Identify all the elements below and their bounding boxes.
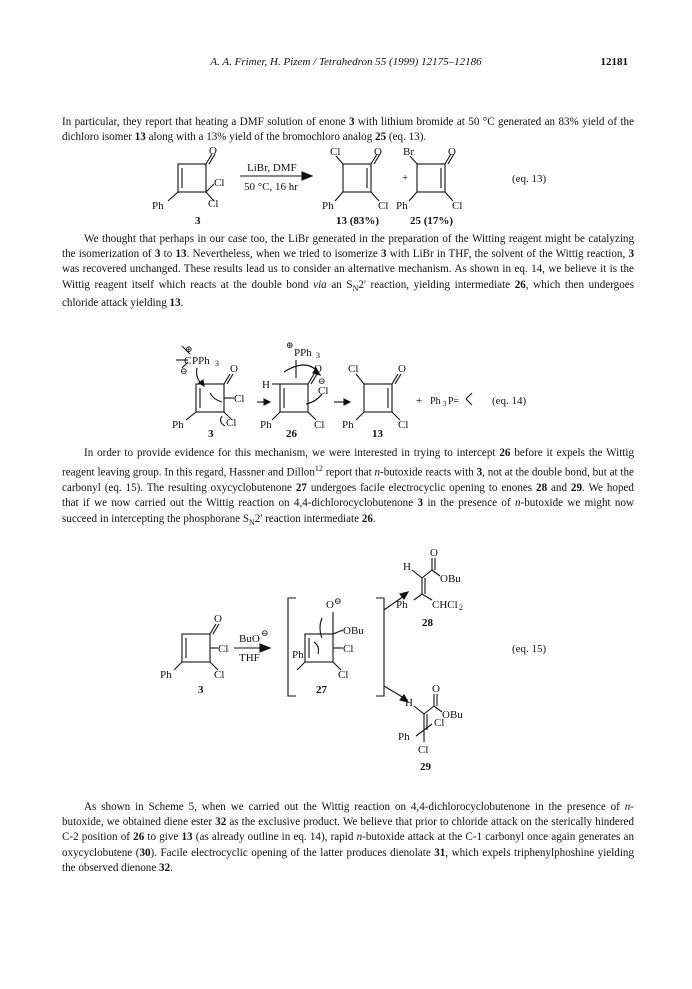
equation-14-drawing <box>0 338 692 438</box>
eq14-26-cl-attack: Cl <box>318 385 329 397</box>
eq14-compound-26-label: 26 <box>286 428 297 438</box>
page-header <box>0 56 692 72</box>
eq15-label: (eq. 15) <box>512 643 547 655</box>
eq14-label: (eq. 14) <box>492 395 527 407</box>
eq14-ylide-pph: PPh <box>192 355 210 367</box>
page-number: 12181 <box>600 56 628 68</box>
eq15-reagent-thf: THF <box>239 652 260 664</box>
paragraph-4: As shown in Scheme 5, when we carried out the Wittig reaction on 4,4-dichlorocyclobutenone in the presence of n-butoxide, we obtained diene ester 32 as the exclusive product. We believe that prior to chloride attack on the sterically hindered C-2 position of 26 to give 13 (as already outline in eq. 14), rapid n-butoxide attack at the C-1 carbonyl once again generates an oxycyclobutene (30). Facile electrocyclic opening of the latter produces dienolate 31, which expels triphenylphoshine yielding the observed dienone 32. <box>62 801 635 874</box>
eq15-27-oxygen: O <box>326 599 334 611</box>
eq13-25-oxygen: O <box>448 146 456 158</box>
eq13-label: (eq. 13) <box>512 173 547 185</box>
eq13-3-cl-lower: Cl <box>208 198 219 210</box>
eq15-28-ph: Ph <box>396 599 408 611</box>
eq14-ylide-sub: 3 <box>215 359 219 368</box>
eq13-13-ph: Ph <box>322 200 334 212</box>
eq14-byproduct-sub: 3 <box>443 400 447 408</box>
eq15-3-ph: Ph <box>160 669 172 681</box>
eq13-25-cl: Cl <box>452 200 463 212</box>
eq15-28-chcl-sub: 2 <box>459 603 463 612</box>
equation-13-drawing <box>0 146 692 226</box>
eq14-ylide-plus: ⊕ <box>185 344 193 354</box>
eq13-3-cl-upper: Cl <box>214 177 225 189</box>
eq15-27-minus: ⊖ <box>334 596 342 606</box>
eq14-13-ph: Ph <box>342 419 354 431</box>
paragraph-1: In particular, they report that heating a DMF solution of enone 3 with lithium bromide at 50 °C generated an 83% yield of the dichloro isomer 13 along with a 13% yield of the bromochloro analog 25 (eq. 13). <box>62 116 635 144</box>
eq13-compound-13-label: 13 (83%) <box>336 215 380 226</box>
eq15-3-cl-lower: Cl <box>214 669 225 681</box>
running-head: A. A. Frimer, H. Pizem / Tetrahedron 55 (1999) 12175–12186 <box>210 56 482 68</box>
eq13-13-oxygen: O <box>374 146 382 158</box>
eq14-26-pph: PPh <box>294 347 312 359</box>
eq14-13-cl-top: Cl <box>348 363 359 375</box>
eq15-29-cl-right: Cl <box>434 717 445 729</box>
eq13-reagent-top: LiBr, DMF <box>247 162 297 174</box>
equation-14-scheme <box>0 338 692 438</box>
eq13-3-ph: Ph <box>152 200 164 212</box>
eq15-28-obu: OBu <box>440 573 461 585</box>
eq13-13-cl-bottom: Cl <box>378 200 389 212</box>
equation-13-scheme <box>0 146 692 226</box>
paragraph-2: We thought that perhaps in our case too, the LiBr generated in the preparation of the Witting reagent might be catalyzing the isomerization of 3 to 13. Nevertheless, when we tried to isomerize 3 with LiBr in THF, the solvent of the Wittig reaction, 3 was recovered unchanged. These results lead us to consider an alternative mechanism. As shown in eq. 14, we believe it is the Wittig reagent itself which reacts at the double bond via an $S_N2'$ reaction, yielding intermediate 26, which then undergoes chloride attack yielding 13. <box>62 233 635 310</box>
eq15-3-cl-upper: Cl <box>218 643 229 655</box>
eq15-29-cl-bottom: Cl <box>418 744 429 756</box>
eq15-29-h: H <box>405 697 413 709</box>
eq13-compound-3-label: 3 <box>195 215 201 226</box>
eq15-29-ph: Ph <box>398 731 410 743</box>
eq14-byproduct-ph: Ph <box>430 396 441 407</box>
eq14-13-cl-bottom: Cl <box>398 419 409 431</box>
eq15-28-h: H <box>403 561 411 573</box>
eq14-3-cl-lower: Cl <box>226 417 237 429</box>
eq15-reagent-minus: ⊖ <box>261 628 269 638</box>
eq14-13-oxygen: O <box>398 363 406 375</box>
eq13-plus: + <box>402 172 409 184</box>
eq14-3-ph: Ph <box>172 419 184 431</box>
eq14-ylide-minus: ⊖ <box>180 366 188 376</box>
eq13-compound-25-label: 25 (17%) <box>410 215 454 226</box>
eq13-reagent-bottom: 50 °C, 16 hr <box>244 181 298 193</box>
eq15-3-oxygen: O <box>214 613 222 625</box>
eq15-27-ph: Ph <box>292 649 304 661</box>
eq15-27-cl-lower: Cl <box>338 669 349 681</box>
eq15-29-obu: OBu <box>442 709 463 721</box>
equation-15-scheme <box>0 548 692 818</box>
eq14-compound-3-label: 3 <box>208 428 214 438</box>
paragraph-3: In order to provide evidence for this mechanism, we were interested in trying to intercept 26 before it expels the Wittig reagent leaving group. In this regard, Hassner and Dillon$^{12}$ report that n-butoxide reacts with 3, not at the double bond, but at the carbonyl (eq. 15). The resulting oxycyclobutenone 27 undergoes facile electrocyclic opening to enones 28 and 29. We hoped that if we now carried out the Wittig reaction on 4,4-dichlorocyclobutenone 3 in the presence of n-butoxide we might now succeed in intercepting the phosphorane $S_N2'$ reaction intermediate 26. <box>62 447 635 527</box>
eq15-reagent-buo: BuO <box>239 633 260 645</box>
eq14-byproduct-p: P= <box>448 396 460 407</box>
eq14-3-cl-upper: Cl <box>234 393 245 405</box>
eq15-29-oxygen: O <box>432 683 440 695</box>
eq15-28-oxygen: O <box>430 548 438 559</box>
eq15-compound-27-label: 27 <box>316 684 327 696</box>
eq15-compound-3-label: 3 <box>198 684 204 696</box>
eq15-28-chcl: CHCl <box>432 599 458 611</box>
eq15-compound-29-label: 29 <box>420 761 431 773</box>
eq15-compound-28-label: 28 <box>422 617 433 629</box>
eq13-25-ph: Ph <box>396 200 408 212</box>
eq14-plus: + <box>416 395 423 407</box>
equation-15-drawing <box>0 548 692 818</box>
eq13-13-cl-top: Cl <box>330 146 341 158</box>
eq13-3-oxygen: O <box>209 146 217 157</box>
eq14-26-pph-sub: 3 <box>316 351 320 360</box>
eq14-26-oxygen: O <box>314 363 322 375</box>
eq14-26-plus: ⊕ <box>286 340 294 350</box>
eq14-26-cl: Cl <box>314 419 325 431</box>
eq14-26-h: H <box>262 379 270 391</box>
eq14-3-oxygen: O <box>230 363 238 375</box>
eq14-ylide-c: C <box>184 355 192 367</box>
eq15-27-cl-upper: Cl <box>343 643 354 655</box>
eq14-26-minus: ⊖ <box>318 376 326 386</box>
eq15-27-obu: OBu <box>343 625 364 637</box>
eq14-26-ph: Ph <box>260 419 272 431</box>
eq14-compound-13-label: 13 <box>372 428 383 438</box>
eq13-25-br: Br <box>403 146 414 158</box>
